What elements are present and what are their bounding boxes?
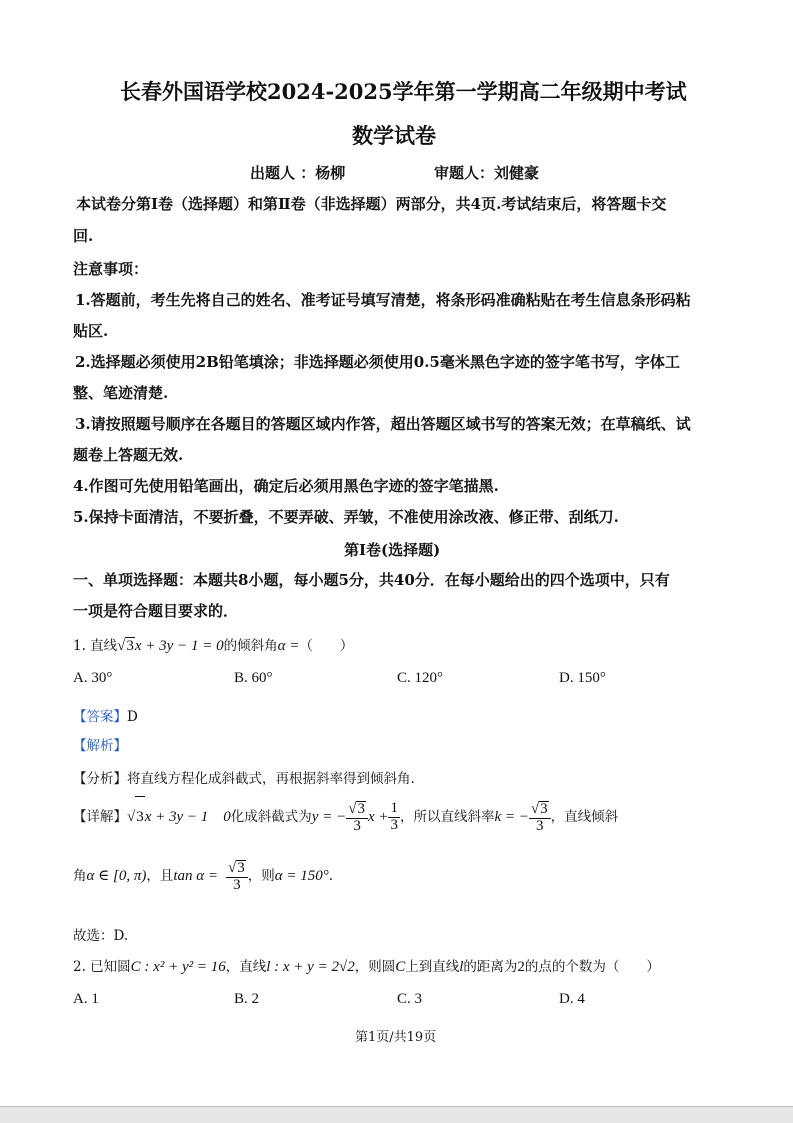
question-1-number: 1. 直线 bbox=[73, 638, 118, 654]
detail-text-4: ，且 bbox=[146, 868, 174, 884]
detail-tag: 【详解】 bbox=[73, 809, 127, 825]
q2-option-d: D. 4 bbox=[559, 991, 585, 1007]
line-equation: l : x + y = 2√2 bbox=[266, 959, 355, 975]
q2-option-c: C. 3 bbox=[397, 991, 423, 1007]
q1-option-a: A. 30° bbox=[73, 670, 113, 686]
frac-denominator: 3 bbox=[233, 876, 241, 893]
detail-y-eq: y = − bbox=[311, 809, 347, 825]
question-2-stem bbox=[73, 955, 660, 976]
sqrt-radical: √ bbox=[117, 638, 126, 654]
question-2-number: 2. 已知圆 bbox=[73, 959, 131, 975]
fraction-sqrt3-over-3 bbox=[529, 801, 551, 835]
distance-value: 2 bbox=[517, 959, 525, 975]
answer-value: D bbox=[127, 709, 138, 725]
fraction-sqrt3-over-3 bbox=[226, 860, 248, 894]
fraction-sqrt3-over-3 bbox=[346, 801, 368, 835]
detail-tan: tan α = bbox=[173, 868, 218, 884]
exam-title: 长春外国语学校2024-2025学年第一学期高二年级期中考试 bbox=[120, 79, 687, 104]
detail-text-3: ，直线倾斜 bbox=[550, 809, 619, 825]
question-1-text: 的倾斜角 bbox=[223, 638, 278, 654]
circle-equation: C : x² + y² = 16 bbox=[130, 959, 226, 975]
frac-numerator: √3 bbox=[346, 801, 368, 819]
fraction-1-over-3 bbox=[388, 801, 400, 834]
fenxi-line bbox=[73, 767, 415, 787]
detail-text-1: 化成斜截式为 bbox=[230, 809, 312, 825]
frac-numerator: √3 bbox=[226, 860, 248, 878]
detail-end: . bbox=[328, 868, 334, 884]
answer-line bbox=[73, 705, 138, 725]
analysis-tag: 【解析】 bbox=[73, 738, 127, 754]
note-4: 4.作图可先使用铅笔画出，确定后必须用黑色字迹的签字笔描黑. bbox=[73, 477, 499, 495]
note-3a: 3.请按照题号顺序在各题目的答题区域内作答，超出答题区域书写的答案无效；在草稿纸、试 bbox=[75, 415, 691, 433]
detail-k-eq: k = − bbox=[494, 809, 529, 825]
question-1-paren: （ ） bbox=[299, 638, 354, 654]
q2-text-2: ，则圆 bbox=[354, 959, 396, 975]
note-1b: 贴区. bbox=[73, 322, 109, 340]
note-3b: 题卷上答题无效. bbox=[73, 446, 184, 464]
note-5: 5.保持卡面清洁，不要折叠，不要弄破、弄皱，不准使用涂改液、修正带、刮纸刀. bbox=[73, 508, 619, 526]
question-1-equation: x + 3y − 1 = 0 bbox=[134, 638, 224, 654]
alpha-equals: α = bbox=[277, 638, 300, 654]
q2-text-3: 上到直线 bbox=[405, 959, 460, 975]
author-label: 出题人 ：杨柳 bbox=[250, 164, 346, 182]
detail-line-1 bbox=[73, 796, 618, 837]
frac-denominator: 3 bbox=[390, 817, 398, 833]
choice-line: 故选：D. bbox=[73, 928, 129, 944]
detail-line-2 bbox=[73, 854, 333, 898]
fenxi-text: 将直线方程化成斜截式，再根据斜率得到倾斜角. bbox=[127, 771, 415, 787]
q1-option-c: C. 120° bbox=[397, 670, 444, 686]
reviewer-label: 审题人：刘健豪 bbox=[434, 164, 540, 182]
section-desc-a: 一、单项选择题：本题共8小题，每小题5分，共40分．在每小题给出的四个选项中，只有 bbox=[73, 571, 670, 589]
section-title: 第Ⅰ卷(选择题) bbox=[344, 541, 441, 559]
q2-text-4: 的距离为 bbox=[463, 959, 518, 975]
note-2a: 2.选择题必须使用2B铅笔填涂；非选择题必须使用0.5毫米黑色字迹的签字笔书写，字体工 bbox=[75, 353, 680, 371]
detail-text-5: ，则 bbox=[247, 868, 275, 884]
q1-option-d: D. 150° bbox=[559, 670, 606, 686]
q1-option-b: B. 60° bbox=[234, 670, 273, 686]
sqrt-3: 3 bbox=[126, 638, 134, 654]
sqrt-3: 3 bbox=[540, 800, 548, 817]
note-1a: 1.答题前，考生先将自己的姓名、准考证号填写清楚，将条形码准确粘贴在考生信息条形码粘 bbox=[75, 291, 691, 309]
intro-line-1: 本试卷分第Ⅰ卷（选择题）和第Ⅱ卷（非选择题）两部分，共4页.考试结束后，将答题卡交 bbox=[76, 195, 667, 213]
q2-text-1: ，直线 bbox=[225, 959, 267, 975]
question-1-stem bbox=[73, 634, 353, 655]
exam-subtitle: 数学试卷 bbox=[352, 123, 436, 148]
circle-c: C bbox=[395, 959, 406, 975]
sqrt-3: 3 bbox=[135, 796, 145, 837]
section-desc-b: 一项是符合题目要求的． bbox=[73, 602, 239, 620]
detail-result: α = 150° bbox=[274, 868, 329, 884]
frac-numerator: √3 bbox=[529, 801, 551, 819]
notes-heading: 注意事项： bbox=[73, 260, 149, 278]
page-number: 第1页/共19页 bbox=[355, 1030, 437, 1045]
sqrt-3: 3 bbox=[357, 800, 365, 817]
q2-option-a: A. 1 bbox=[73, 991, 99, 1007]
q2-text-5: 的点的个数为（ ） bbox=[524, 959, 660, 975]
frac-numerator: 1 bbox=[390, 800, 398, 817]
sqrt-radical: √ bbox=[127, 809, 136, 825]
note-2b: 整、笔迹清楚. bbox=[73, 384, 169, 402]
sqrt-3: 3 bbox=[237, 859, 245, 876]
page-bottom-edge bbox=[0, 1106, 793, 1123]
line-l: l bbox=[459, 959, 464, 975]
answer-tag: 【答案】 bbox=[73, 709, 127, 725]
detail-equation: x + 3y − 1 0 bbox=[144, 809, 231, 825]
frac-denominator: 3 bbox=[535, 817, 544, 834]
q2-option-b: B. 2 bbox=[234, 991, 260, 1007]
detail-range: α ∈ [0, π) bbox=[86, 868, 147, 884]
detail-x-plus: x + bbox=[367, 809, 389, 825]
frac-denominator: 3 bbox=[353, 817, 361, 834]
detail-text-2: ，所以直线斜率 bbox=[399, 809, 495, 825]
detail-angle: 角 bbox=[73, 868, 87, 884]
fenxi-tag: 【分析】 bbox=[73, 771, 127, 787]
intro-line-2: 回. bbox=[73, 227, 94, 245]
